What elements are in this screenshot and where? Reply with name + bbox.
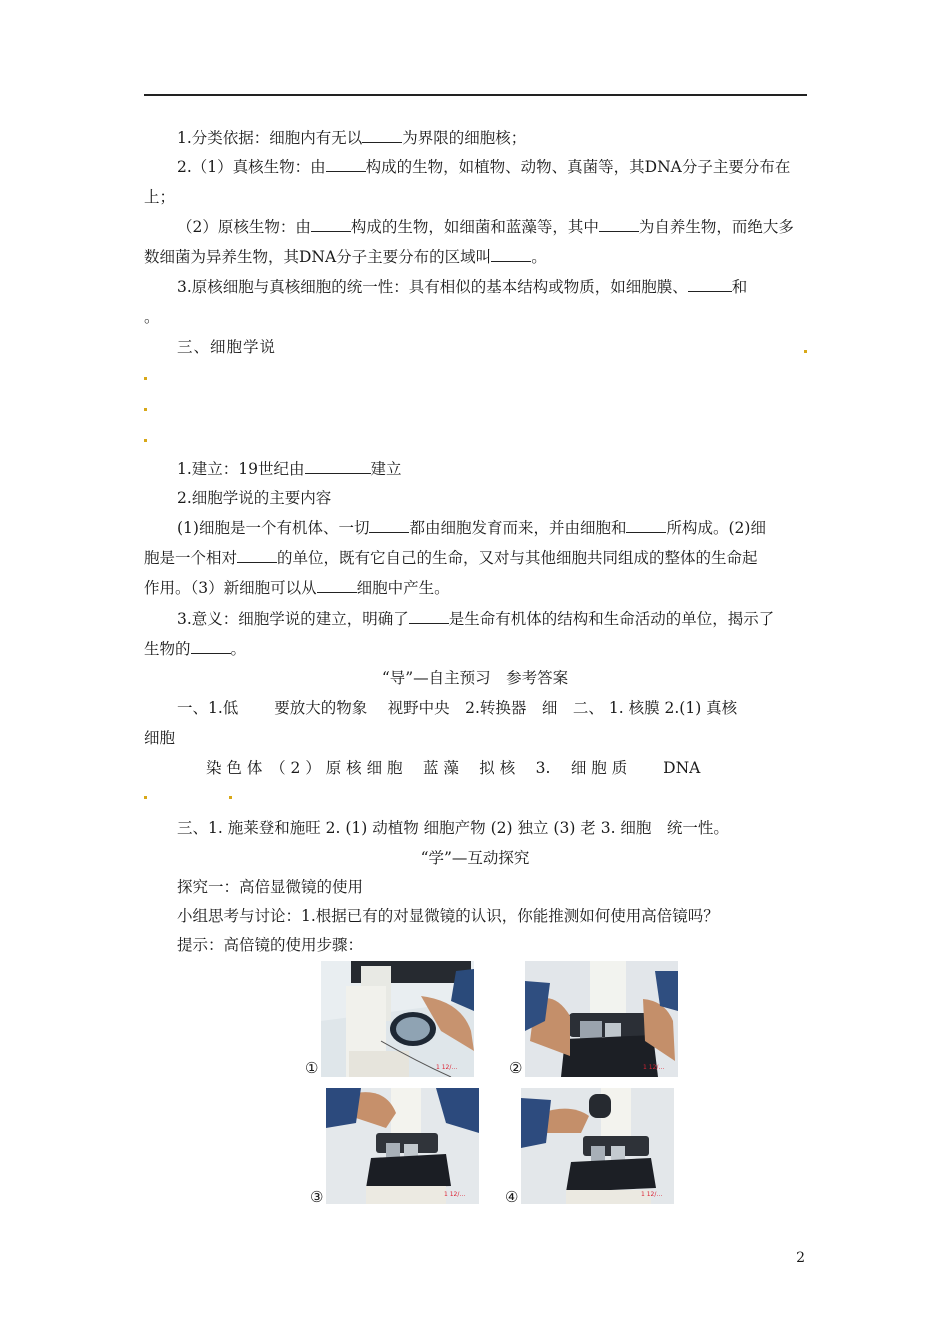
- blank: [317, 578, 357, 593]
- microscope-photo-step-4: [521, 1088, 674, 1204]
- step-number-2: ②: [509, 1059, 523, 1077]
- hint-label: 提示：高倍镜的使用步骤：: [177, 936, 364, 954]
- blank: [362, 128, 402, 143]
- para-establishment: 1.建立：19世纪由 建立: [177, 460, 402, 478]
- header-rule: [144, 94, 807, 96]
- section-title-xue: “学”—互动探究: [420, 849, 530, 867]
- explore-heading: 探究一：高倍显微镜的使用: [177, 878, 364, 896]
- blank: [311, 217, 351, 232]
- blank: [326, 157, 366, 172]
- para-prokaryote-cont: 数细菌为异养生物，其DNA分子主要分布的区域叫 。: [144, 248, 547, 266]
- blank: [409, 609, 449, 624]
- discussion-question: 小组思考与讨论：1.根据已有的对显微镜的认识，你能推测如何使用高倍镜吗？: [177, 907, 719, 925]
- answer-line-2: 染 色 体 （ 2 ） 原 核 细 胞 蓝 藻 拟 核 3. 细 胞 质 DNA: [206, 759, 701, 777]
- stray-mark: [144, 408, 147, 411]
- blank: [688, 277, 732, 292]
- stray-mark: [804, 350, 807, 353]
- stray-mark: [144, 439, 147, 442]
- blank: [491, 247, 531, 262]
- answer-line-1: 一、1.低 要放大的物象 视野中央 2.转换器 细 二、 1. 核膜 2.(1) 真核: [177, 699, 738, 717]
- para-content-2: 胞是一个相对 的单位，既有它自己的生命，又对与其他细胞共同组成的整体的生命起: [144, 549, 758, 567]
- stray-mark: [229, 796, 232, 799]
- blank: [369, 518, 409, 533]
- step-number-1: ①: [305, 1059, 319, 1077]
- section-heading-cell-theory: 三、细胞学说: [177, 338, 277, 356]
- answer-line-3: 三、1. 施莱登和施旺 2. (1) 动植物 细胞产物 (2) 独立 (3) 老 3. 细胞 统一性。: [177, 819, 729, 837]
- para-unity-cont: 。: [144, 308, 160, 326]
- para-prokaryote: （2）原核生物：由 构成的生物，如细菌和蓝藻等，其中 为自养生物，而绝大多: [177, 218, 794, 236]
- blank: [191, 639, 231, 654]
- microscope-photo-step-2: [525, 961, 678, 1077]
- step-number-4: ④: [505, 1188, 519, 1206]
- microscope-photo-step-1: [321, 961, 474, 1077]
- para-classification-basis: 1.分类依据：细胞内有无以 为界限的细胞核；: [177, 129, 527, 147]
- blank: [305, 459, 371, 474]
- para-eukaryote-cont: 上；: [144, 188, 176, 206]
- svg-text:1 12/…: 1 12/…: [436, 1064, 458, 1071]
- blank: [626, 518, 666, 533]
- para-content-3: 作用。（3）新细胞可以从 细胞中产生。: [144, 579, 450, 597]
- para-eukaryote: 2.（1）真核生物：由 构成的生物，如植物、动物、真菌等，其DNA分子主要分布在: [177, 158, 791, 176]
- para-significance-cont: 生物的 。: [144, 640, 247, 658]
- stray-mark: [144, 796, 147, 799]
- para-content-1: (1)细胞是一个有机体、一切 都由细胞发育而来，并由细胞和 所构成。(2)细: [177, 519, 766, 537]
- svg-text:1 12/…: 1 12/…: [643, 1064, 665, 1071]
- blank: [237, 548, 277, 563]
- para-main-content: 2.细胞学说的主要内容: [177, 489, 332, 507]
- answer-line-1-cont: 细胞: [144, 729, 176, 747]
- page-number: 2: [796, 1250, 805, 1266]
- svg-text:1 12/…: 1 12/…: [641, 1191, 663, 1198]
- step-number-3: ③: [310, 1188, 324, 1206]
- answer-section-title: “导”—自主预习 参考答案: [381, 669, 569, 687]
- para-significance: 3.意义：细胞学说的建立，明确了 是生命有机体的结构和生命活动的单位，揭示了: [177, 610, 775, 628]
- svg-text:1 12/…: 1 12/…: [444, 1191, 466, 1198]
- microscope-photo-step-3: [326, 1088, 479, 1204]
- blank: [599, 217, 639, 232]
- para-unity: 3.原核细胞与真核细胞的统一性：具有相似的基本结构或物质，如细胞膜、 和: [177, 278, 748, 296]
- stray-mark: [144, 377, 147, 380]
